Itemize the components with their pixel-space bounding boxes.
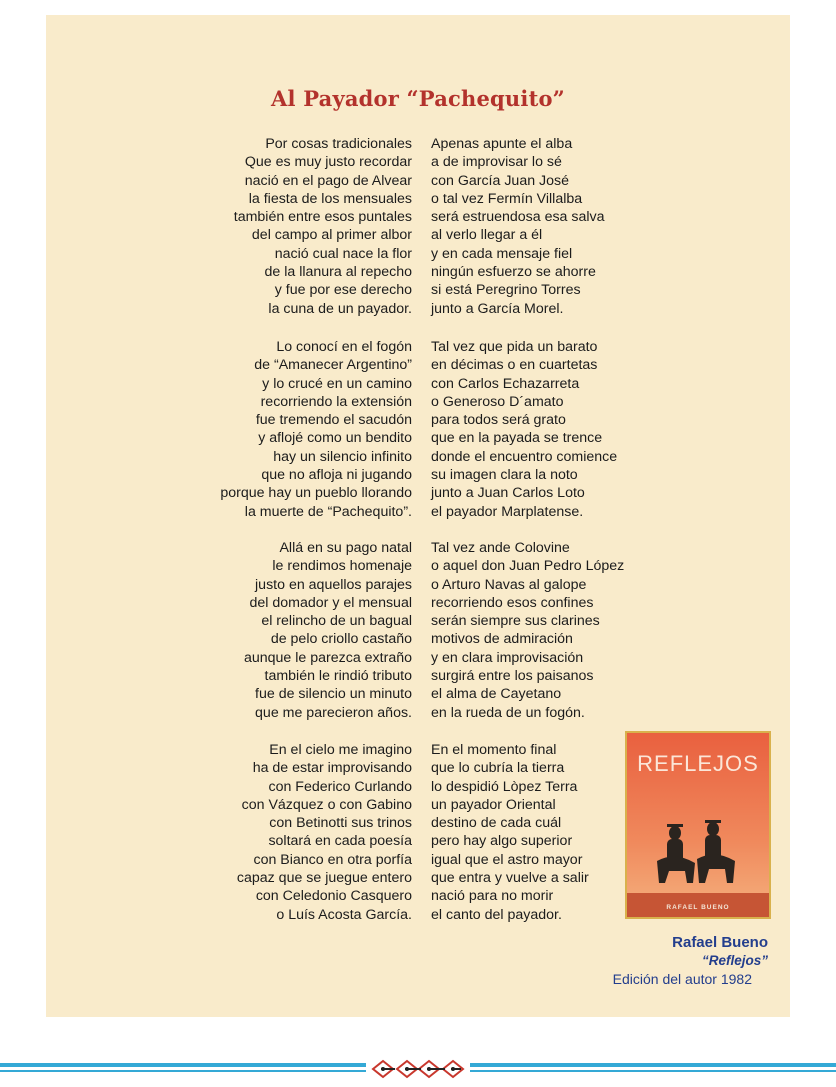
verse-line: con Carlos Echazarreta [431,375,580,392]
verse-line: o tal vez Fermín Villalba [431,190,583,207]
footer-rule-right [470,1063,836,1067]
verse-line: con Bianco en otra porfía [253,851,412,868]
verse-line: con Federico Curlando [268,778,412,795]
footer-rule-left-thin [0,1070,366,1072]
footer-rule-right-thin [470,1070,836,1072]
book-cover-art [627,733,769,917]
verse-line: En el momento final [431,742,557,758]
verse-line: motivos de admiración [431,631,573,648]
verse-line: la muerte de “Pachequito”. [244,503,412,520]
verse-line: nació cual nace la flor [274,245,412,262]
verse-line: ha de estar improvisando [252,760,412,777]
verse-line: ningún esfuerzo se ahorre [431,264,596,281]
stanza-right-4 [431,741,589,924]
verse-line: un payador Oriental [431,796,556,813]
footer-rule-left [0,1063,366,1067]
verse-line: capaz que se juegue entero [236,870,412,887]
verse-line: fue de silencio un minuto [255,686,412,703]
verse-line: en la rueda de un fogón. [431,704,585,721]
verse-line: que lo cubría la tierra [431,760,565,777]
verse-line: Apenas apunte el alba [431,136,573,152]
verse-line: destino de cada cuál [431,815,562,832]
verse-line: Tal vez ande Colovine [431,540,570,556]
verse-line: pero hay algo superior [431,833,573,850]
verse-line: aunque le parezca extraño [243,649,412,666]
verse-line: nació en el pago de Alvear [244,172,412,189]
verse-line: también le rindió tributo [264,668,412,685]
verse-line: lo despidió Lòpez Terra [431,778,578,795]
verse-line: soltará en cada poesía [268,833,412,850]
verse-line: hay un silencio infinito [273,448,412,465]
book-cover-title: REFLEJOS [637,751,759,776]
verse-line: y aflojé como un bendito [258,430,412,447]
verse-line: donde el encuentro comience [431,448,618,465]
verse-line: recorriendo la extensión [260,393,412,410]
ornament-icon [371,1058,465,1080]
verse-line: será estruendosa esa salva [431,209,605,226]
verse-line: de pelo criollo castaño [270,631,412,648]
verse-line: con Celedonio Casquero [255,888,412,905]
verse-line: también entre esos puntales [233,209,412,226]
verse-line: que en la payada se trence [431,430,603,447]
verse-line: Por cosas tradicionales [265,136,412,152]
verse-line: de la llanura al repecho [264,264,412,281]
verse-line: junto a Juan Carlos Loto [431,485,585,502]
verse-line: porque hay un pueblo llorando [220,485,412,502]
verse-line: o Arturo Navas al galope [431,576,587,593]
verse-line: y en clara improvisación [431,649,584,666]
verse-line: o Luís Acosta García. [276,906,412,923]
stanza-right-2 [431,338,617,521]
verse-line: que me parecieron años. [255,704,412,721]
stanza-left-3 [244,539,412,722]
verse-line: con García Juan José [431,172,570,189]
verse-line: junto a García Morel. [431,300,564,317]
stanza-left-1 [234,135,412,318]
verse-line: al verlo llegar a él [431,227,543,244]
verse-line: a de improvisar lo sé [431,154,562,171]
verse-line: serán siempre sus clarines [431,613,600,630]
verse-line: y en cada mensaje fiel [431,245,573,262]
verse-line: En el cielo me imagino [269,742,412,758]
verse-line: y lo crucé en un camino [262,375,412,392]
verse-line: el canto del payador. [431,906,562,923]
verse-line: el relincho de un bagual [261,613,412,630]
verse-line: el payador Marplatense. [431,503,584,520]
verse-line: igual que el astro mayor [431,851,583,868]
verse-line: Que es muy justo recordar [244,154,412,171]
verse-line: que no afloja ni jugando [261,467,412,484]
verse-line: surgirá entre los paisanos [431,668,594,685]
stanza-right-3 [431,539,624,722]
verse-line: y fue por ese derecho [274,282,412,299]
verse-line: le rendimos homenaje [272,558,412,575]
book-cover-image [625,731,771,919]
verse-line: fue tremendo el sacudón [255,412,412,429]
verse-line: con Vázquez o con Gabino [241,796,412,813]
verse-line: Lo conocí en el fogón [276,339,412,355]
stanza-left-4 [237,741,412,924]
verse-line: nació para no morir [431,888,554,905]
verse-line: el alma de Cayetano [431,686,562,703]
book-cover-author: RAFAEL BUENO [666,904,730,911]
verse-line: la cuna de un payador. [268,300,412,317]
poem-title: Al Payador “Pachequito” [271,86,565,111]
stanza-right-1 [431,135,605,318]
verse-line: o Generoso D´amato [431,393,564,410]
verse-line: la fiesta de los mensuales [248,190,412,207]
verse-line: en décimas o en cuartetas [431,357,598,374]
verse-line: del domador y el mensual [249,594,412,611]
verse-line: o aquel don Juan Pedro López [431,558,625,575]
verse-line: para todos será grato [431,412,566,429]
verse-line: Allá en su pago natal [279,540,412,556]
verse-line: recorriendo esos confines [431,594,594,611]
credit-edition: Edición del autor 1982 [612,971,752,987]
verse-line: justo en aquellos parajes [255,576,412,593]
credit-book-title: “Reflejos” [701,953,768,968]
verse-line: que entra y vuelve a salir [431,870,589,887]
verse-line: Tal vez que pida un barato [431,339,598,355]
verse-line: de “Amanecer Argentino” [254,357,412,374]
stanza-left-2 [220,338,412,521]
verse-line: si está Peregrino Torres [431,282,581,299]
credit-author: Rafael Bueno [672,934,768,951]
verse-line: con Betinotti sus trinos [269,815,412,832]
verse-line: del campo al primer albor [251,227,412,244]
verse-line: su imagen clara la noto [431,467,578,484]
